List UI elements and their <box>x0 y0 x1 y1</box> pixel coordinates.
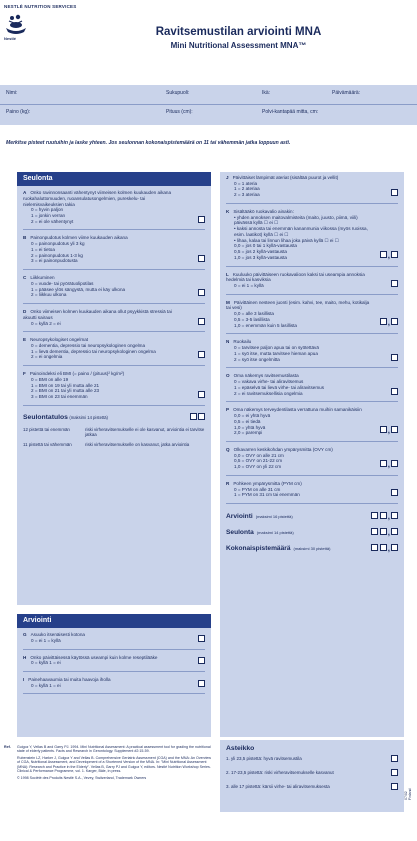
score-box[interactable] <box>198 657 205 664</box>
asteikko-box[interactable] <box>391 755 398 762</box>
score-boxes[interactable] <box>380 426 398 436</box>
question-letter: A <box>23 190 27 196</box>
divider <box>226 203 398 204</box>
question-b <box>23 235 205 264</box>
total-note: (maksimi 16 pistettä) <box>255 514 293 520</box>
references <box>4 745 211 782</box>
result-meaning: riski virheravitsemukselle on kasvanut, jatka arviointia <box>85 441 190 447</box>
patient-fields <box>0 85 417 125</box>
question-a <box>23 190 205 224</box>
answer-option[interactable]: 0 = vuode- tai pyörätuolipotilas <box>31 280 94 286</box>
divider <box>226 367 398 368</box>
question-text: Onko päivittäisessä käytössä useampi kuin kolme reseptilääke <box>30 654 158 660</box>
answer-option[interactable]: 0 = tarvitsee paljon apua tai on syötettävä <box>234 345 319 351</box>
seulonta-result-boxes[interactable] <box>190 413 205 423</box>
divider <box>226 475 398 476</box>
question-d <box>23 309 205 326</box>
divider <box>23 405 205 406</box>
question-text: Painoindeksi eli BMI (= paino / (pituus)² kg/m²) <box>29 371 125 377</box>
question-h <box>23 655 205 666</box>
score-box[interactable] <box>391 512 398 519</box>
score-boxes[interactable] <box>198 391 205 400</box>
asteikko-box[interactable] <box>391 769 398 776</box>
score-boxes[interactable] <box>198 351 205 360</box>
answer-option[interactable]: 1 = ei tietoa <box>31 246 55 252</box>
decimal-comma: , <box>387 543 390 553</box>
total-boxes[interactable] <box>371 528 398 538</box>
field-height[interactable]: Pituus (cm): <box>166 109 193 115</box>
divider <box>23 229 205 230</box>
question-k <box>226 209 398 261</box>
question-o <box>226 373 398 396</box>
answer-option[interactable]: 1 = lievä dementia, depressio tai neuropsykologinen ongelma <box>31 348 156 354</box>
score-box[interactable] <box>198 680 205 687</box>
question-letter: D <box>23 309 27 315</box>
asteikko-text: 2. 17-23,5 pistettä: riski virheravitsemukselle kasvanut <box>226 769 334 775</box>
score-boxes[interactable] <box>391 189 398 198</box>
divider <box>23 671 205 672</box>
decimal-comma: , <box>387 425 390 435</box>
asteikko-row <box>226 755 398 762</box>
asteikko-text: 1. yli 23,5 pistettä: hyvä ravitsemustila <box>226 755 302 761</box>
answer-option[interactable]: 3 = BMI on 23 tai enemmän <box>31 394 88 400</box>
question-text: Oma näkemys ravitsemustilasta <box>233 373 299 379</box>
score-box[interactable] <box>391 189 398 196</box>
score-boxes[interactable] <box>391 280 398 289</box>
score-box[interactable] <box>198 391 205 398</box>
question-e <box>23 337 205 360</box>
answer-option[interactable]: 0,0 = jos 0 tai 1 kyllä-vastausta <box>234 243 297 249</box>
question-text: Painehaavaumia tai muita haavoja iholla <box>28 676 111 682</box>
question-letter: B <box>23 235 27 241</box>
score-box[interactable] <box>198 318 205 325</box>
field-gender[interactable]: Sukupuoli: <box>166 90 190 96</box>
question-text: Neuropsykologiset ongelmat <box>30 337 89 343</box>
brand-text: NESTLÉ NUTRITION SERVICES <box>4 4 77 9</box>
answer-option[interactable]: 0,5 = OVY on 21-22 cm <box>234 458 283 464</box>
seulonta-result-row <box>23 442 205 447</box>
question-letter: K <box>226 208 230 214</box>
answer-option[interactable]: 1 = 2 ateriaa <box>234 186 260 192</box>
question-letter: F <box>23 371 26 377</box>
divider <box>226 441 398 442</box>
arviointi-items <box>17 628 211 694</box>
score-box[interactable] <box>380 544 387 551</box>
score-box[interactable] <box>391 318 398 325</box>
score-box[interactable] <box>391 544 398 551</box>
divider <box>226 266 398 267</box>
total-row <box>226 544 398 554</box>
answer-option[interactable]: 1 = PYM on 31 cm tai enemmän <box>234 492 300 498</box>
answer-option[interactable]: 0 = ei 1 = kyllä <box>31 637 61 643</box>
question-text: Liikkuminen <box>30 275 55 281</box>
form-code: 07/02 Finland <box>404 788 413 800</box>
score-boxes[interactable] <box>198 255 205 264</box>
total-label: Kokonaispistemäärä <box>226 544 291 552</box>
score-boxes[interactable] <box>198 635 205 644</box>
decimal-comma: , <box>387 512 390 522</box>
answer-option[interactable]: 1 = jonkin verran <box>31 212 66 218</box>
divider <box>23 331 205 332</box>
score-box[interactable] <box>371 544 378 551</box>
answer-option[interactable]: 0 = kyllä 1 = ei <box>31 660 61 666</box>
score-boxes[interactable] <box>380 251 398 261</box>
answer-option[interactable]: 0,5 = jos 2 kyllä-vastausta <box>234 249 287 255</box>
score-box[interactable] <box>380 512 387 519</box>
answer-option[interactable]: 2 = syö itse ongelmitta <box>234 356 280 362</box>
question-letter: Q <box>226 446 230 452</box>
score-box[interactable] <box>198 635 205 642</box>
question-text: Päivittäiset lämpimät ateriat (sisältää puurot ja vellit) <box>232 175 339 180</box>
score-box[interactable] <box>391 251 398 258</box>
total-boxes[interactable] <box>371 544 398 554</box>
answer-option[interactable]: 0,5 = 3-5 lasillista <box>234 316 270 322</box>
decimal-comma: , <box>387 250 390 260</box>
score-box[interactable] <box>391 388 398 395</box>
arviointi-panel <box>17 614 211 737</box>
answer-option[interactable]: 0,0 = OVY on alle 21 cm <box>234 452 284 458</box>
answer-option[interactable]: 1,0 = jos 3 kyllä-vastausta <box>234 254 287 260</box>
answer-option[interactable]: 0 = BMI on alle 19 <box>31 376 69 382</box>
right-totals <box>220 509 404 553</box>
score-box[interactable] <box>391 460 398 467</box>
divider <box>23 269 205 270</box>
answer-option[interactable]: 2 = ei ravitsemuksellisia ongelmia <box>234 390 303 396</box>
score-box[interactable] <box>198 216 205 223</box>
asteikko-row <box>226 769 398 776</box>
question-text: Onko ravinnonsaanti vähentynyt viimeisen kolmen kuukauden aikana ruokahaluttomuuden, ruoansulatusongelmien, pureskelu- tai nielemisvaikeuksien takia <box>23 190 172 207</box>
right-panel <box>220 172 404 737</box>
question-letter: C <box>23 275 27 281</box>
answer-option[interactable]: 2 = ei ole vähentynyt <box>31 218 74 224</box>
seulonta-header: Seulonta <box>17 172 211 186</box>
asteikko-row <box>226 783 398 790</box>
total-label: Seulonta <box>226 528 254 536</box>
score-boxes[interactable] <box>391 388 398 397</box>
question-text: Olkavarren keskikohdan ympärysmitta (OVY cm) <box>233 446 333 452</box>
question-l <box>226 272 398 289</box>
field-weight[interactable]: Paino (kg): <box>6 109 31 115</box>
answer-option[interactable]: 2 = ei ongelmia <box>31 354 63 360</box>
question-letter: M <box>226 299 230 305</box>
score-box[interactable] <box>391 426 398 433</box>
score-box[interactable] <box>391 489 398 496</box>
result-threshold: 11 pistettä tai vähemmän <box>23 441 72 447</box>
seulonta-items <box>17 186 211 406</box>
score-box[interactable] <box>371 528 378 535</box>
total-note: (maksimi 14 pistettä) <box>256 529 294 535</box>
divider <box>23 303 205 304</box>
score-box[interactable] <box>198 351 205 358</box>
logo-word: Nestlé <box>4 36 17 41</box>
seulonta-result <box>17 411 211 454</box>
answer-option[interactable]: 0 = kyllä 2 = ei <box>31 320 61 326</box>
answer-option[interactable]: 2 = BMI on 21 tai yli mutta alle 23 <box>31 388 100 394</box>
asteikko-text: 3. alle 17 pistettä: kärsii virhe- tai aliravitsemuksesta <box>226 783 330 789</box>
answer-option[interactable]: 0 = ei 1 = kyllä <box>234 283 264 289</box>
divider <box>226 294 398 295</box>
divider <box>23 365 205 366</box>
question-letter: G <box>23 632 27 638</box>
answer-option[interactable]: 0,5 = ei tiedä <box>234 418 261 424</box>
answer-option[interactable]: 2 = liikkuu ulkona <box>31 292 67 298</box>
result-threshold: 12 pistettä tai enemmän <box>23 426 70 432</box>
score-boxes[interactable] <box>198 318 205 327</box>
right-items <box>220 172 404 504</box>
question-n <box>226 339 398 362</box>
reference-line: Guigoz Y, Vellas B and Garry PJ. 1994. Mini Nutritional Assessment: A practical assessment tool for grading the nutritional state of elderly patients. Facts and Research in Gerontology. Supplement #2:15-59. <box>17 745 211 754</box>
score-box[interactable] <box>391 280 398 287</box>
divider <box>23 693 205 694</box>
question-letter: P <box>226 407 230 413</box>
question-text: Painonpudotus kolmen viime kuukauden aikana <box>30 235 128 241</box>
question-q <box>226 447 398 470</box>
score-boxes[interactable] <box>198 680 205 689</box>
question-text: Päivittäinen nesteen juonti (esim. kahvi, tee, maito, mehu, kotikalja tai vesi) <box>226 299 370 311</box>
answer-option[interactable]: 0 = PYM on alle 31 cm <box>234 486 281 492</box>
question-letter: L <box>226 271 229 277</box>
question-text: Onko viimeisen kolmen kuukauden aikana ollut psyykkistä stressiä tai akuutti sairaus <box>23 309 172 320</box>
question-j <box>226 175 398 198</box>
question-text: Asuuko itsenäisesti kotona <box>30 632 85 638</box>
answer-option[interactable]: • yhden annoksen maitovalmisteita (maito, juusto, piimä, viili) päivässä kyllä ☐ ei ☐ <box>234 214 358 226</box>
question-f <box>23 371 205 400</box>
score-box[interactable] <box>391 528 398 535</box>
instructions: Merkitse pisteet ruutuihin ja laske yhteen. Jos seulonnan kokonaispistemäärä on 11 tai vähemmän jatka loppuun asti. <box>6 140 291 146</box>
answer-option[interactable]: 0 = 1 ateria <box>234 180 258 186</box>
question-m <box>226 300 398 329</box>
answer-option[interactable]: 1,0 = yhtä hyvä <box>234 424 266 430</box>
score-box[interactable] <box>380 460 387 467</box>
score-boxes[interactable] <box>391 354 398 363</box>
question-text: Kuuluuko päivittäiseen ruokavalioon kaksi tai useampia annoksia hedelmiä tai kasviksia <box>226 271 365 283</box>
page-subtitle: Mini Nutritional Assessment MNA™ <box>170 41 307 50</box>
field-name[interactable]: Nimi: <box>6 90 18 96</box>
answer-option[interactable]: 2,0 = parempi <box>234 430 263 436</box>
field-knee-height[interactable]: Polvi-kantapää mitta, cm: <box>262 109 319 115</box>
score-boxes[interactable] <box>391 489 398 498</box>
score-box[interactable] <box>380 426 387 433</box>
score-boxes[interactable] <box>380 318 398 328</box>
question-g <box>23 632 205 643</box>
answer-option[interactable]: 0 = kyllä 1 = ei <box>31 682 61 688</box>
total-row <box>226 528 398 538</box>
divider <box>226 401 398 402</box>
page-title: Ravitsemustilan arviointi MNA <box>155 26 322 38</box>
result-meaning: riski virheravitsemukselle ei ole kasvanut, arviointia ei tarvitse jatkaa <box>85 426 205 437</box>
seulonta-result-row <box>23 427 205 437</box>
question-text: Pohkeen ympärysmitta (PYM cm) <box>233 480 302 486</box>
total-boxes[interactable] <box>371 512 398 522</box>
question-letter: H <box>23 654 27 660</box>
answer-option[interactable]: 1,0 = OVY on yli 22 cm <box>234 464 282 470</box>
question-letter: J <box>226 175 229 180</box>
reference-line: © 1998 Société des Produits Nestlé S.A., Vevey, Switzerland, Trademark Owners <box>17 775 147 780</box>
question-text: Oma näkemys terveydentilasta verrattuna muihin samanikäisiin <box>233 407 362 413</box>
score-box[interactable] <box>198 255 205 262</box>
answer-option[interactable]: 1 = pääsee ylös sängystä, mutta ei käy ulkona <box>31 286 126 292</box>
answer-option[interactable]: 1 = BMI on 19 tai yli mutta alle 21 <box>31 382 100 388</box>
total-row <box>226 512 398 522</box>
answer-option[interactable]: • lihaa, kalaa tai linnun lihaa joka päivä kyllä ☐ ei ☐ <box>234 237 339 243</box>
answer-option[interactable]: 0 = vakava virhe- tai aliravitsemus <box>234 379 304 385</box>
field-date[interactable]: Päivämäärä: <box>332 90 361 96</box>
decimal-comma: , <box>387 459 390 469</box>
asteikko-panel <box>220 740 404 812</box>
decimal-comma: , <box>387 527 390 537</box>
answer-option[interactable]: 0 = painonpudotus yli 3 kg <box>31 241 85 247</box>
answer-option[interactable]: 2 = painonpudotus 1-3 kg <box>31 252 83 258</box>
answer-option[interactable]: 0 = dementia, depressio tai neuropsykologinen ongelma <box>31 343 146 348</box>
answer-option[interactable]: 1 = epäselvä tai lievä virhe- tai aliravitsemus <box>234 384 325 390</box>
references-label: Ref. <box>4 745 11 749</box>
answer-option[interactable]: 2 = 3 ateriaa <box>234 192 260 198</box>
score-box[interactable] <box>380 318 387 325</box>
score-boxes[interactable] <box>380 460 398 470</box>
answer-option[interactable]: 0,0 = ei yhtä hyvä <box>234 413 271 419</box>
divider <box>226 503 398 504</box>
question-letter: E <box>23 337 27 343</box>
score-boxes[interactable] <box>198 657 205 666</box>
answer-option[interactable]: 3 = ei painonpudotusta <box>31 258 78 264</box>
answer-option[interactable]: 0,0 = alle 3 lasillista <box>234 311 274 317</box>
divider <box>226 333 398 334</box>
answer-option[interactable]: 0 = hyvin paljon <box>31 207 64 213</box>
seulonta-result-label: Seulontatulos <box>23 413 68 421</box>
score-box[interactable] <box>371 512 378 519</box>
arviointi-header: Arviointi <box>17 614 211 628</box>
score-boxes[interactable] <box>198 216 205 225</box>
total-note: (maksimi 30 pistettä) <box>293 545 331 551</box>
question-letter: I <box>23 676 25 682</box>
score-box[interactable] <box>380 251 387 258</box>
reference-line: Rubenstein LZ, Harker J, Guigoz Y and Vellas B. Comprehensive Geriatric Assessment (CGA) and the MNA: An Overview of CGA, Nutritional Assessment, and Development of a Shortened Version of the MNA. In: "Mini Nutritional Assessment (MNA): Research and Practice in the Elderly". Vellas B, Garry PJ and Guigoz Y, editors. Nestlé Nutrition Workshop Series. Clinical & Performance Programme, vol. 1. Karger, Bâle, in press. <box>17 755 212 774</box>
divider <box>23 649 205 650</box>
question-p <box>226 407 398 436</box>
question-letter: O <box>226 373 230 379</box>
question-text: Ruokailu <box>233 339 252 345</box>
seulonta-result-note: (maksimi 14 pistettä) <box>69 414 108 420</box>
question-letter: N <box>226 339 230 345</box>
score-box[interactable] <box>198 289 205 296</box>
total-label: Arviointi <box>226 513 253 521</box>
question-c <box>23 275 205 298</box>
score-box[interactable] <box>391 354 398 361</box>
asteikko-box[interactable] <box>391 783 398 790</box>
question-text: Sisältääkö ruokavalio ainakin: <box>233 208 294 214</box>
question-letter: R <box>226 480 230 486</box>
field-age[interactable]: Ikä: <box>262 90 271 96</box>
asteikko-header: Asteikko <box>226 745 255 752</box>
answer-option[interactable]: 1,0 = enemmän kuin 5 lasillista <box>234 322 297 328</box>
question-i <box>23 677 205 688</box>
answer-option[interactable]: 1 = syö itse, mutta tarvitsee hieman apua <box>234 350 318 356</box>
score-boxes[interactable] <box>198 289 205 298</box>
seulonta-panel <box>17 172 211 605</box>
answer-option[interactable]: • kaksi annosta tai enemmän kananmunia viikossa (myös ruoissa, esim. laatikot) kyllä ☐ ei ☐ <box>234 226 368 237</box>
decimal-comma: , <box>387 318 390 328</box>
question-r <box>226 481 398 498</box>
score-box[interactable] <box>380 528 387 535</box>
